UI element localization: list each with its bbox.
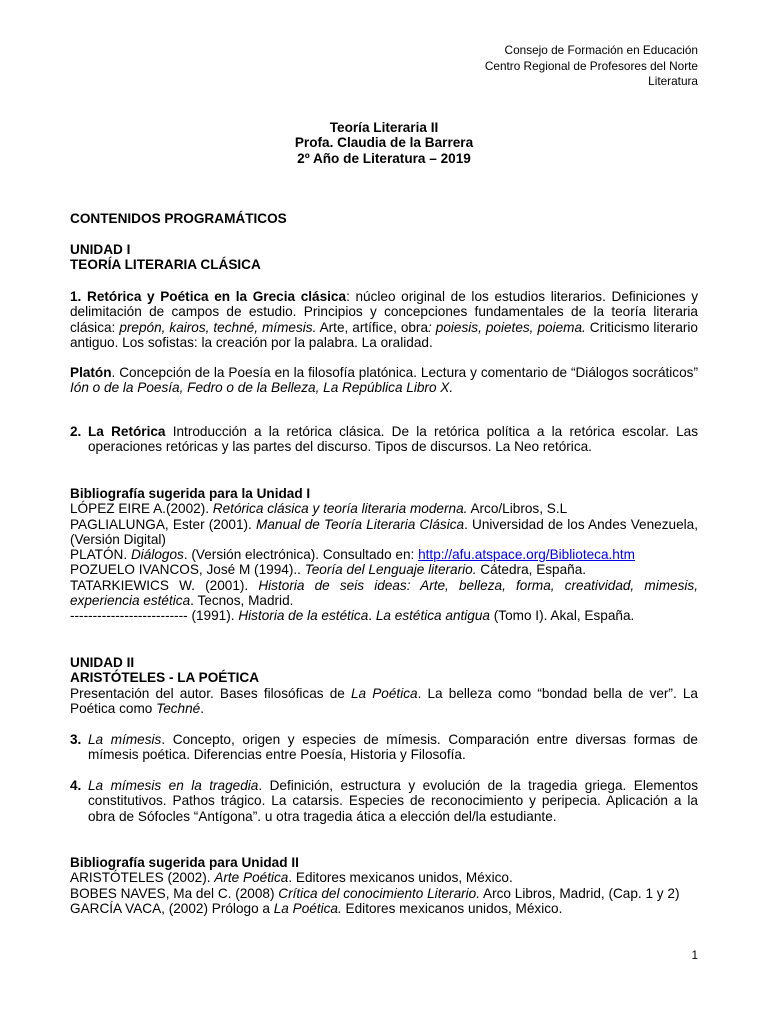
item-text: . Definición, estructura y evolución de la tragedia griega. Elementos constitutivos. Pathos trágico. La catarsis. Especies de reconocimiento y peripecia. Aplicación a la obra de Sófocles “Antígona”. u otra tragedia ática a elección del/la estudiante. [88,778,699,824]
unit-label: UNIDAD II [70,655,135,670]
item-number: 2. [70,424,82,439]
bib-entry: ARISTÓTELES (2002). Arte Poética. Editores mexicanos unidos, México. [70,870,513,886]
item-text: Arte, artífice, obra [316,319,429,335]
unit2-heading [70,655,698,686]
course-title: Teoría Literaria II [329,120,439,135]
unit2-item3 [70,732,698,763]
item-italic: prepón, kairos, techné, mímesis. [119,319,317,335]
item-number: 1. [70,289,82,304]
item-text: Introducción a la retórica clásica. De la retórica política a la retórica escolar. Las operaciones retóricas y las partes del discurso. Tipos de discursos. La Neo retórica. [88,424,698,455]
item-text: . Concepto, origen y especies de mímesis. Comparación entre diversas formas de mímesis poética. Diferencias entre Poesía, Historia y Filosofía. [88,732,698,763]
unit1-plato [70,365,698,396]
item-italic: La mímesis en la tragedia [88,778,259,793]
item-lead: La Retórica [88,424,166,439]
unit2-bibliography [70,855,698,916]
item-text: : núcleo original de los estudios literarios. Definiciones y delimitación de campos de estudio. Principios y concepciones fundamentales de la teoría literaria clásica: [70,289,699,335]
item-italic: La mímesis [88,732,162,747]
unit1-heading [70,242,698,273]
page-number: 1 [691,948,698,962]
unit-label: UNIDAD I [70,242,131,257]
professor-name: Profa. Claudia de la Barrera [294,135,474,151]
unit1-item2 [70,424,698,455]
course-title-block [70,120,698,166]
bib-entry: BOBES NAVES, Ma del C. (2008) Crítica del conocimiento Literario. Arco Libros, Madrid, (Cap. 1 y 2) [70,885,680,901]
unit2-item4 [70,778,698,824]
item-text: Criticismo literario antiguo. Los sofistas: la creación por la palabra. La oralidad. [70,319,698,350]
bib-entry: PAGLIALUNGA, Ester (2001). Manual de Teoría Literaria Clásica. Universidad de los Andes Venezuela, (Versión Digital) [70,516,698,547]
unit1-bibliography [70,486,698,624]
bibliography-heading: Bibliografía sugerida para la Unidad I [70,486,311,501]
item-lead: Platón [70,365,112,380]
institution-header [485,43,698,90]
unit-title: ARISTÓTELES - LA POÉTICA [70,670,260,686]
item-italic: : poiesis, poietes, poiema. [428,319,586,335]
unit1-item1 [70,289,698,350]
item-number: 3. [70,732,82,747]
bib-entry: GARCÍA VACA, (2002) Prólogo a La Poética. Editores mexicanos unidos, México. [70,900,563,916]
header-line: Centro Regional de Profesores del Norte [484,58,698,73]
bib-entry: LÓPEZ EIRE A.(2002). Retórica clásica y teoría literaria moderna. Arco/Libros, S.L [70,501,568,517]
item-lead: Retórica y Poética en la Grecia clásica [87,289,347,304]
unit-title: TEORÍA LITERARIA CLÁSICA [70,257,261,273]
bib-entry: PLATÓN. Diálogos. (Versión electrónica). Consultado en: http://afu.atspace.org/Biblioteca.htm [70,547,635,563]
bib-entry: -------------------------- (1991). Historia de la estética. La estética antigua (Tomo I). Akal, España. [70,608,635,624]
unit2-intro: Presentación del autor. Bases filosóficas de La Poética. La belleza como “bondad bella de ver”. La Poética como Techné. [70,686,698,717]
bib-entry: POZUELO IVANCOS, José M (1994).. Teoría del Lenguaje literario. Cátedra, España. [70,562,587,578]
bib-entry: TATARKIEWICS W. (2001). Historia de seis ideas: Arte, belleza, forma, creatividad, mimesis, experiencia estética. Tecnos, Madrid. [70,577,698,609]
bibliography-heading: Bibliografía sugerida para Unidad II [70,855,299,870]
header-line: Consejo de Formación en Educación [504,43,698,57]
item-number: 4. [70,778,82,793]
item-italic: Ión o de la Poesía, Fedro o de la Belleza, La República Libro X. [70,380,454,396]
bibliography-link[interactable]: http://afu.atspace.org/Biblioteca.htm [418,547,635,563]
header-line: Literatura [648,74,698,88]
course-year: 2º Año de Literatura – 2019 [297,150,471,166]
contents-heading: CONTENIDOS PROGRAMÁTICOS [70,211,287,226]
item-text: . Concepción de la Poesía en la filosofía platónica. Lectura y comentario de “Diálogos socráticos” [111,365,698,380]
